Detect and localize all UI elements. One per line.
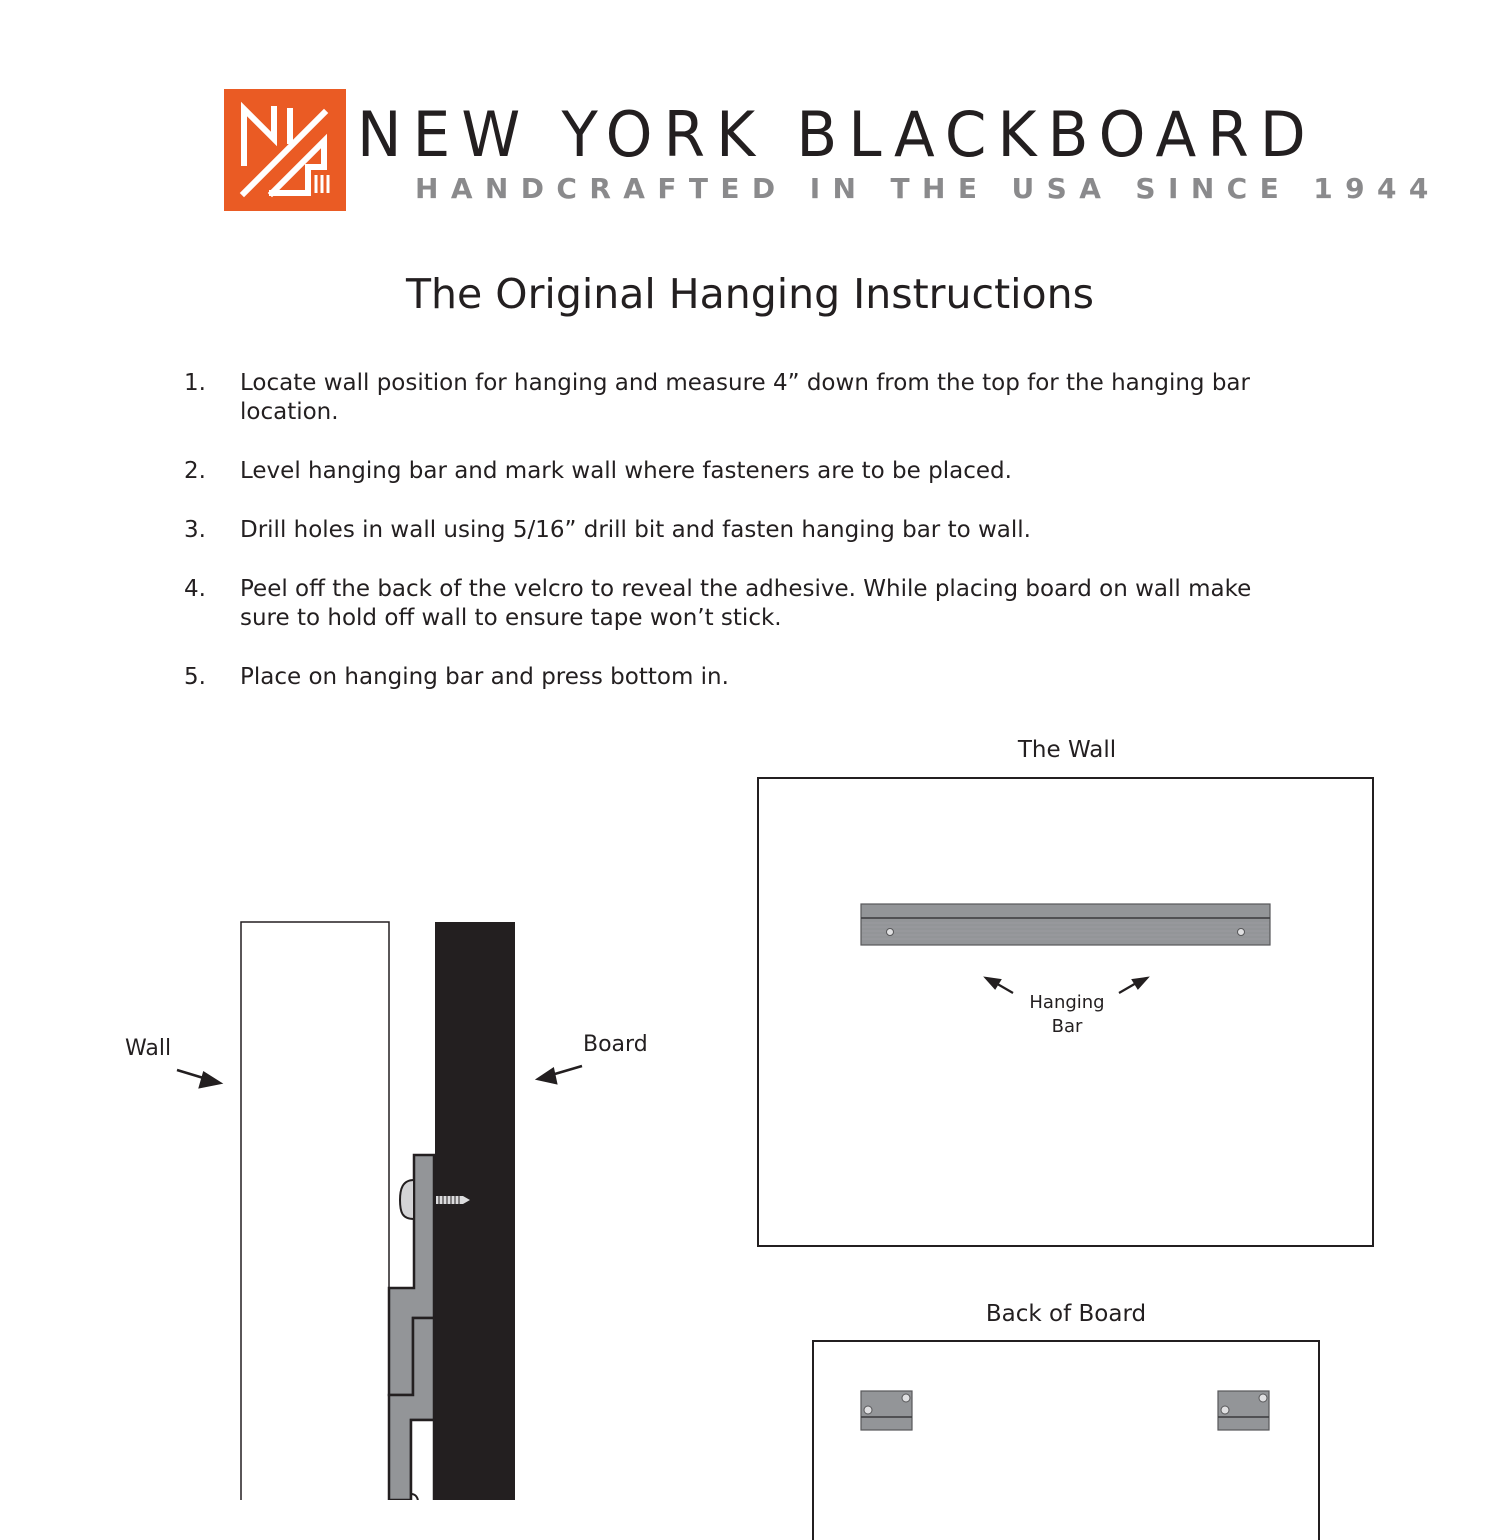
step-text: Peel off the back of the velcro to reveal the adhesive. While placing board on wall make sure to hold off wall to ensure tape won’t stick. xyxy=(240,576,1252,631)
hanging-bar xyxy=(860,903,1272,947)
side-view-illustration xyxy=(0,900,700,1500)
step-number: 3. xyxy=(184,517,206,543)
step-number: 4. xyxy=(184,576,206,602)
hanging-bar-label-line1: Hanging xyxy=(1029,992,1105,1013)
instructions-list xyxy=(184,369,1284,722)
brand-logo xyxy=(224,89,346,211)
the-wall-title: The Wall xyxy=(1017,737,1117,763)
wall-label: Wall xyxy=(125,1036,172,1061)
step-text: Place on hanging bar and press bottom in. xyxy=(240,664,729,690)
cleat-icon xyxy=(1217,1390,1271,1432)
hanging-bar-label xyxy=(1000,991,1134,1039)
step-number: 2. xyxy=(184,458,206,484)
step-item xyxy=(184,516,1284,545)
side-view-diagram xyxy=(0,900,700,1500)
page-title: The Original Hanging Instructions xyxy=(406,270,1094,318)
brand-tagline: HANDCRAFTED IN THE USA SINCE 1944 xyxy=(415,172,1441,205)
brand-name: NEW YORK BLACKBOARD xyxy=(357,98,1317,171)
screw-icon xyxy=(436,1196,470,1204)
board-cleat-left xyxy=(860,1390,914,1432)
step-item xyxy=(184,663,1284,692)
back-of-board-title: Back of Board xyxy=(985,1301,1147,1327)
step-text: Drill holes in wall using 5/16” drill bit and fasten hanging bar to wall. xyxy=(240,517,1031,543)
ny-monogram-icon xyxy=(224,89,346,211)
step-number: 5. xyxy=(184,664,206,690)
board-label: Board xyxy=(583,1032,648,1057)
step-item xyxy=(184,369,1284,427)
step-text: Level hanging bar and mark wall where fasteners are to be placed. xyxy=(240,458,1012,484)
back-of-board-frame xyxy=(812,1340,1320,1540)
step-text: Locate wall position for hanging and measure 4” down from the top for the hanging bar location. xyxy=(240,370,1250,425)
board-cleat-right xyxy=(1217,1390,1271,1432)
step-item xyxy=(184,457,1284,486)
hanging-bar-icon xyxy=(860,903,1272,947)
step-number: 1. xyxy=(184,370,206,396)
step-item xyxy=(184,575,1284,633)
cleat-icon xyxy=(860,1390,914,1432)
hanging-bar-label-line2: Bar xyxy=(1051,1016,1083,1037)
